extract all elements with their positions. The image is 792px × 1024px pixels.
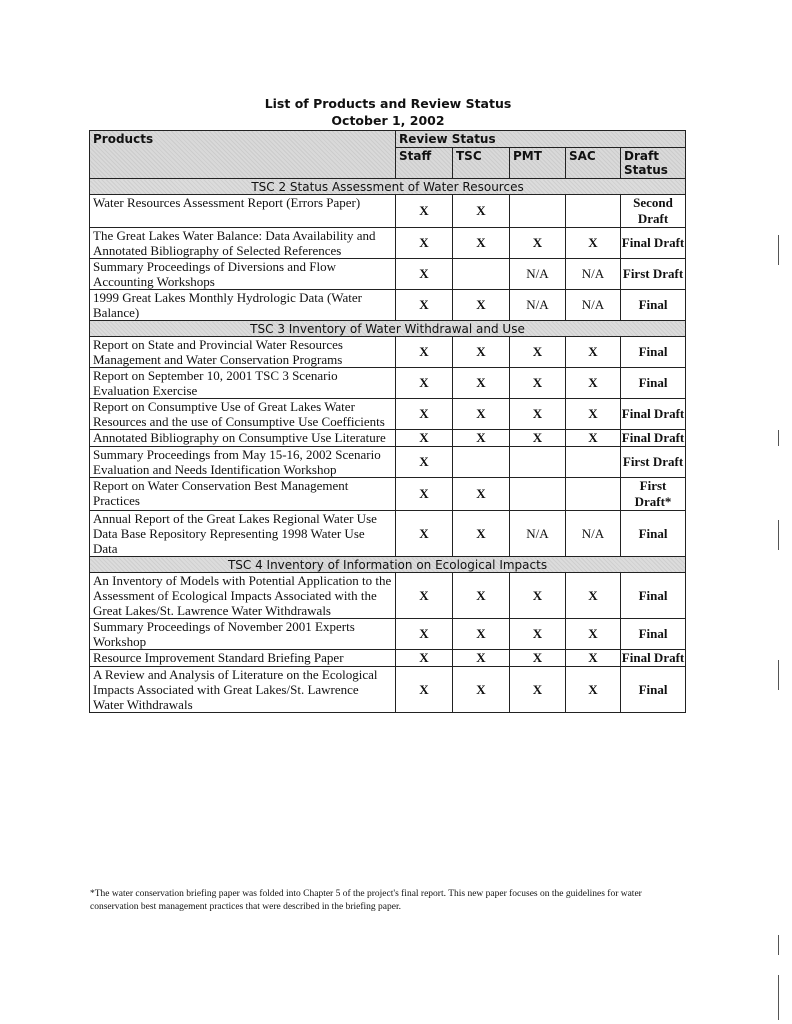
- tsc-cell: [453, 447, 510, 478]
- product-cell: 1999 Great Lakes Monthly Hydrologic Data (Water Balance): [90, 290, 396, 321]
- pmt-cell: X: [510, 368, 566, 399]
- sac-cell: N/A: [566, 290, 621, 321]
- staff-cell: X: [396, 195, 453, 228]
- sac-cell: [566, 195, 621, 228]
- table-row: [90, 650, 686, 667]
- sac-cell: X: [566, 228, 621, 259]
- tsc-cell: X: [453, 368, 510, 399]
- document-title: List of Products and Review Status: [264, 96, 512, 111]
- sac-header: SAC: [566, 148, 621, 179]
- staff-cell: X: [396, 368, 453, 399]
- sac-cell: [566, 478, 621, 511]
- product-cell: Report on Consumptive Use of Great Lakes Water Resources and the use of Consumptive Use Coefficients: [90, 399, 396, 430]
- staff-cell: X: [396, 478, 453, 511]
- table-body: [90, 179, 686, 713]
- table-row: [90, 337, 686, 368]
- product-cell: Annotated Bibliography on Consumptive Use Literature: [90, 430, 396, 447]
- product-cell: An Inventory of Models with Potential Application to the Assessment of Ecological Impacts Associated with the Great Lakes/St. Lawrence Water Withdrawals: [90, 573, 396, 619]
- sac-cell: X: [566, 667, 621, 713]
- pmt-cell: [510, 447, 566, 478]
- pmt-cell: X: [510, 619, 566, 650]
- pmt-cell: X: [510, 228, 566, 259]
- tsc-cell: X: [453, 619, 510, 650]
- table-row: [90, 368, 686, 399]
- sac-cell: N/A: [566, 259, 621, 290]
- staff-cell: X: [396, 430, 453, 447]
- draft-status-cell: Final: [621, 368, 686, 399]
- product-cell: Resource Improvement Standard Briefing Paper: [90, 650, 396, 667]
- draft-status-cell: Final Draft: [621, 650, 685, 665]
- tsc-cell: X: [453, 511, 510, 557]
- pmt-header: PMT: [510, 148, 566, 179]
- table-row: [90, 447, 686, 478]
- pmt-cell: X: [510, 667, 566, 713]
- staff-header: Staff: [396, 148, 453, 179]
- table-row: [90, 573, 686, 619]
- tsc-cell: X: [453, 195, 510, 228]
- sac-cell: X: [566, 399, 621, 430]
- tsc-cell: X: [453, 667, 510, 713]
- section-title: TSC 2 Status Assessment of Water Resources: [90, 179, 686, 195]
- draft-status-cell: Final: [621, 573, 686, 619]
- margin-rule: [778, 430, 779, 446]
- staff-cell: X: [396, 337, 453, 368]
- table-row: [90, 259, 686, 290]
- pmt-cell: N/A: [510, 511, 566, 557]
- product-cell: Summary Proceedings of November 2001 Experts Workshop: [90, 619, 396, 650]
- table-row: [90, 511, 686, 557]
- staff-cell: X: [396, 619, 453, 650]
- staff-cell: X: [396, 667, 453, 713]
- table-row: [90, 478, 686, 511]
- sac-cell: N/A: [566, 511, 621, 557]
- tsc-cell: X: [453, 650, 510, 667]
- draft-status-cell: Final: [621, 337, 686, 368]
- sac-cell: X: [566, 573, 621, 619]
- tsc-header: TSC: [453, 148, 510, 179]
- pmt-cell: [510, 195, 566, 228]
- table-row: [90, 228, 686, 259]
- product-cell: Report on Water Conservation Best Management Practices: [90, 478, 396, 511]
- staff-cell: X: [396, 650, 453, 667]
- pmt-cell: X: [510, 430, 566, 447]
- margin-rule: [778, 520, 779, 550]
- table-row: [90, 195, 686, 228]
- product-cell: Report on State and Provincial Water Resources Management and Water Conservation Programs: [90, 337, 396, 368]
- margin-rule: [778, 935, 779, 955]
- pmt-cell: X: [510, 399, 566, 430]
- tsc-cell: X: [453, 478, 510, 511]
- staff-cell: X: [396, 290, 453, 321]
- draft-status-cell: First Draft: [621, 259, 686, 290]
- section-title: TSC 4 Inventory of Information on Ecological Impacts: [90, 557, 686, 573]
- section-row: [90, 321, 686, 337]
- staff-cell: X: [396, 259, 453, 290]
- staff-cell: X: [396, 573, 453, 619]
- draft-status-header: Draft Status: [621, 148, 686, 179]
- section-row: [90, 557, 686, 573]
- pmt-cell: [510, 478, 566, 511]
- product-cell: Annual Report of the Great Lakes Regional Water Use Data Base Repository Representing 1998 Water Use Data: [90, 511, 396, 557]
- draft-status-cell: Final: [621, 511, 686, 557]
- product-cell: Summary Proceedings from May 15-16, 2002 Scenario Evaluation and Needs Identification Workshop: [90, 447, 396, 478]
- tsc-cell: X: [453, 399, 510, 430]
- product-cell: Water Resources Assessment Report (Errors Paper): [90, 195, 396, 228]
- pmt-cell: N/A: [510, 259, 566, 290]
- pmt-cell: X: [510, 573, 566, 619]
- tsc-cell: X: [453, 337, 510, 368]
- draft-status-cell: Final: [621, 290, 686, 321]
- draft-status-cell: Second Draft: [621, 195, 686, 228]
- sac-cell: [566, 447, 621, 478]
- staff-cell: X: [396, 399, 453, 430]
- table-row: [90, 430, 686, 447]
- products-header: Products: [90, 131, 396, 179]
- sac-cell: X: [566, 368, 621, 399]
- table-row: [90, 667, 686, 713]
- tsc-cell: X: [453, 290, 510, 321]
- document-date: October 1, 2002: [331, 113, 445, 128]
- review-status-table: [89, 130, 686, 713]
- staff-cell: X: [396, 447, 453, 478]
- sac-cell: X: [566, 650, 621, 667]
- draft-status-cell: Final Draft: [621, 228, 686, 259]
- product-cell: A Review and Analysis of Literature on the Ecological Impacts Associated with Great Lakes/St. Lawrence Water Withdrawals: [90, 667, 396, 713]
- draft-status-cell: First Draft: [621, 447, 686, 478]
- staff-cell: X: [396, 511, 453, 557]
- draft-status-cell: Final: [621, 619, 686, 650]
- section-title: TSC 3 Inventory of Water Withdrawal and Use: [90, 321, 686, 337]
- sac-cell: X: [566, 430, 621, 447]
- tsc-cell: X: [453, 228, 510, 259]
- draft-status-cell: Final Draft: [621, 399, 686, 430]
- pmt-cell: N/A: [510, 290, 566, 321]
- product-cell: Report on September 10, 2001 TSC 3 Scenario Evaluation Exercise: [90, 368, 396, 399]
- pmt-cell: X: [510, 337, 566, 368]
- tsc-cell: X: [453, 430, 510, 447]
- product-cell: The Great Lakes Water Balance: Data Availability and Annotated Bibliography of Selected References: [90, 228, 396, 259]
- section-row: [90, 179, 686, 195]
- pmt-cell: X: [510, 650, 566, 667]
- product-cell: Summary Proceedings of Diversions and Flow Accounting Workshops: [90, 259, 396, 290]
- tsc-cell: X: [453, 573, 510, 619]
- header-row-top: [90, 131, 686, 148]
- draft-status-cell: Final: [621, 667, 686, 713]
- tsc-cell: [453, 259, 510, 290]
- margin-rule: [778, 975, 779, 1020]
- footnote: *The water conservation briefing paper was folded into Chapter 5 of the project's final report. This new paper focuses on the guidelines for water conservation best management practices that were described in the briefing paper.: [90, 889, 642, 912]
- table-row: [90, 619, 686, 650]
- margin-rule: [778, 235, 779, 265]
- table-row: [90, 399, 686, 430]
- staff-cell: X: [396, 228, 453, 259]
- sac-cell: X: [566, 337, 621, 368]
- draft-status-cell: First Draft*: [621, 478, 686, 511]
- table-row: [90, 290, 686, 321]
- draft-status-cell: Final Draft: [621, 430, 685, 445]
- sac-cell: X: [566, 619, 621, 650]
- review-status-header: Review Status: [396, 131, 686, 148]
- margin-rule: [778, 660, 779, 690]
